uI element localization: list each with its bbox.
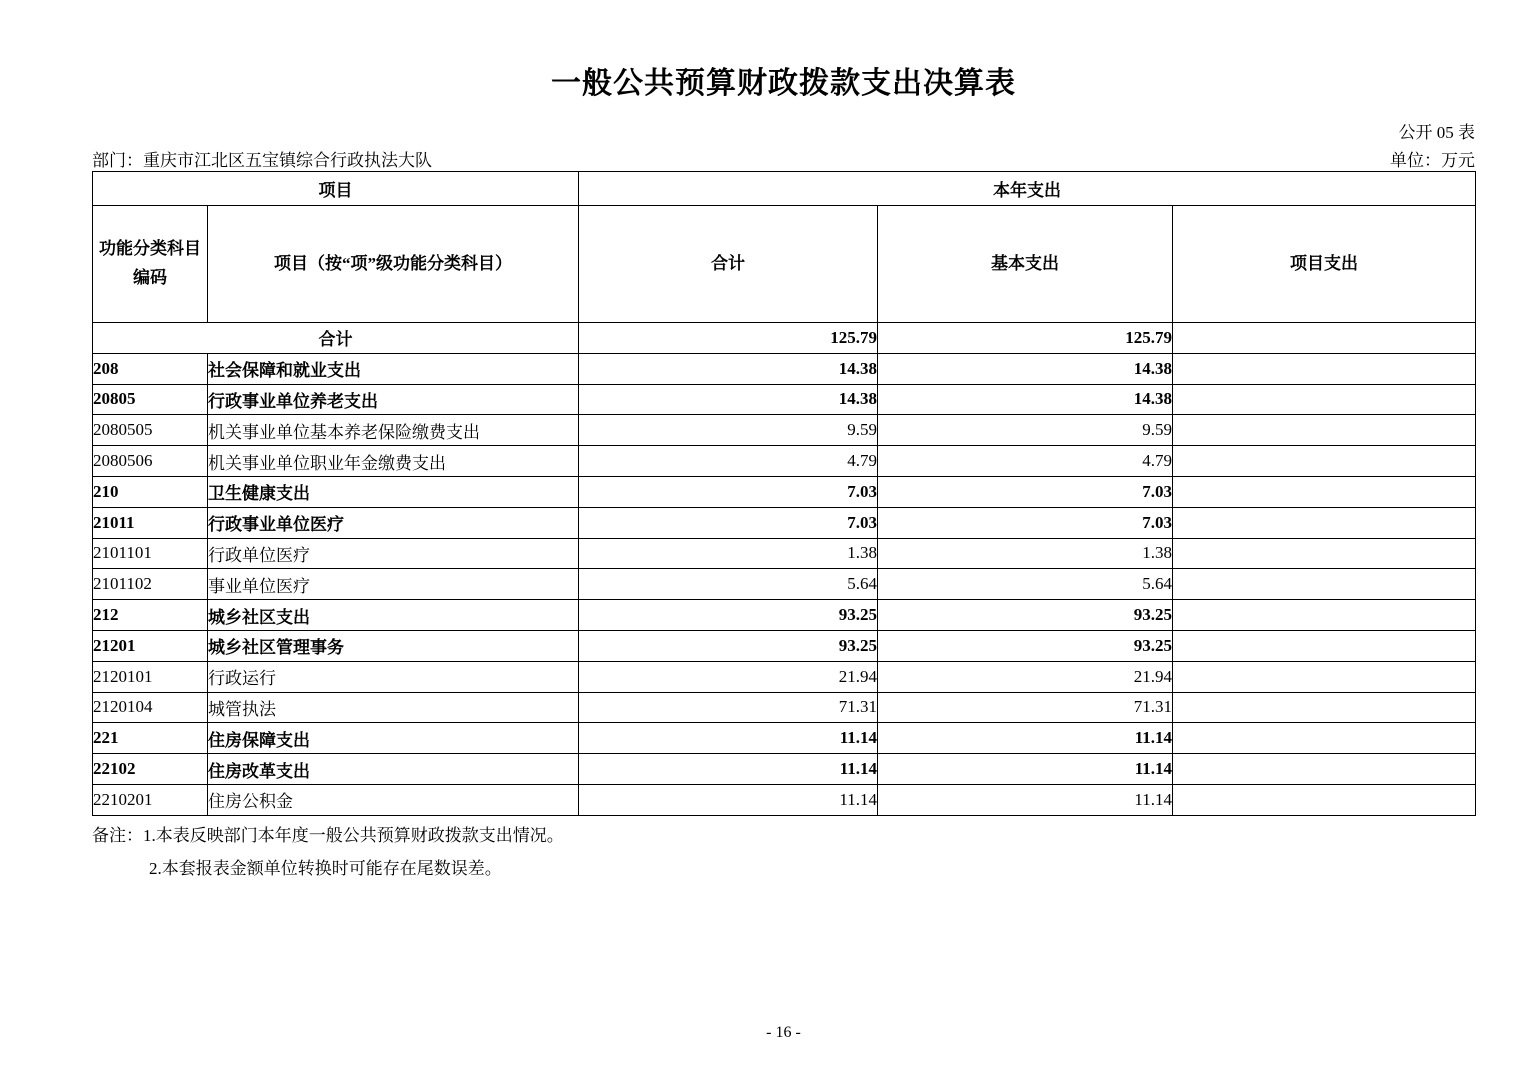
basic-expense-cell: 21.94 bbox=[878, 661, 1173, 692]
basic-expense-cell: 93.25 bbox=[878, 600, 1173, 631]
project-expense-cell bbox=[1173, 692, 1476, 723]
row-title-cell: 合计 bbox=[93, 323, 579, 354]
table-row bbox=[93, 784, 1476, 815]
total-cell: 9.59 bbox=[579, 415, 878, 446]
code-cell: 221 bbox=[93, 723, 208, 754]
total-cell: 93.25 bbox=[579, 600, 878, 631]
basic-expense-cell: 14.38 bbox=[878, 353, 1173, 384]
table-row bbox=[93, 661, 1476, 692]
code-cell: 2080505 bbox=[93, 415, 208, 446]
basic-expense-cell: 5.64 bbox=[878, 569, 1173, 600]
project-expense-cell bbox=[1173, 323, 1476, 354]
table-row bbox=[93, 323, 1476, 354]
project-expense-cell bbox=[1173, 476, 1476, 507]
unit-label: 单位：万元 bbox=[1390, 151, 1475, 170]
code-cell: 20805 bbox=[93, 384, 208, 415]
project-expense-cell bbox=[1173, 538, 1476, 569]
basic-expense-cell: 4.79 bbox=[878, 446, 1173, 477]
project-expense-cell bbox=[1173, 384, 1476, 415]
item-name-cell: 城管执法 bbox=[208, 692, 579, 723]
department-label: 部门：重庆市江北区五宝镇综合行政执法大队 bbox=[92, 151, 432, 170]
basic-expense-cell: 11.14 bbox=[878, 723, 1173, 754]
item-name-cell: 城乡社区支出 bbox=[208, 600, 579, 631]
item-name-cell: 行政单位医疗 bbox=[208, 538, 579, 569]
table-row bbox=[93, 630, 1476, 661]
table-row bbox=[93, 723, 1476, 754]
item-name-cell: 住房改革支出 bbox=[208, 754, 579, 785]
header-item-column: 项目（按“项”级功能分类科目） bbox=[208, 206, 579, 323]
header-total-column: 合计 bbox=[579, 206, 878, 323]
table-body bbox=[93, 323, 1476, 816]
project-expense-cell bbox=[1173, 630, 1476, 661]
code-cell: 212 bbox=[93, 600, 208, 631]
basic-expense-cell: 7.03 bbox=[878, 507, 1173, 538]
item-name-cell: 卫生健康支出 bbox=[208, 476, 579, 507]
table-row bbox=[93, 507, 1476, 538]
item-name-cell: 机关事业单位基本养老保险缴费支出 bbox=[208, 415, 579, 446]
item-name-cell: 住房保障支出 bbox=[208, 723, 579, 754]
code-cell: 210 bbox=[93, 476, 208, 507]
project-expense-cell bbox=[1173, 446, 1476, 477]
table-row bbox=[93, 476, 1476, 507]
header-code-column bbox=[93, 206, 208, 323]
total-cell: 11.14 bbox=[579, 784, 878, 815]
table-row bbox=[93, 353, 1476, 384]
table-row bbox=[93, 384, 1476, 415]
code-cell: 2101101 bbox=[93, 538, 208, 569]
total-cell: 7.03 bbox=[579, 476, 878, 507]
total-cell: 4.79 bbox=[579, 446, 878, 477]
code-cell: 2101102 bbox=[93, 569, 208, 600]
item-name-cell: 社会保障和就业支出 bbox=[208, 353, 579, 384]
item-name-cell: 行政运行 bbox=[208, 661, 579, 692]
table-row bbox=[93, 600, 1476, 631]
total-cell: 14.38 bbox=[579, 384, 878, 415]
total-cell: 11.14 bbox=[579, 754, 878, 785]
table-number: 公开 05 表 bbox=[1398, 123, 1475, 142]
total-cell: 14.38 bbox=[579, 353, 878, 384]
total-cell: 93.25 bbox=[579, 630, 878, 661]
table-row bbox=[93, 569, 1476, 600]
project-expense-cell bbox=[1173, 353, 1476, 384]
header-basic-column: 基本支出 bbox=[878, 206, 1173, 323]
total-cell: 1.38 bbox=[579, 538, 878, 569]
project-expense-cell bbox=[1173, 661, 1476, 692]
item-name-cell: 事业单位医疗 bbox=[208, 569, 579, 600]
code-cell: 2210201 bbox=[93, 784, 208, 815]
project-expense-cell bbox=[1173, 723, 1476, 754]
basic-expense-cell: 71.31 bbox=[878, 692, 1173, 723]
code-cell: 2120104 bbox=[93, 692, 208, 723]
total-cell: 125.79 bbox=[579, 323, 878, 354]
header-columns-row bbox=[93, 206, 1476, 323]
item-name-cell: 机关事业单位职业年金缴费支出 bbox=[208, 446, 579, 477]
notes-label: 备注： bbox=[92, 826, 143, 845]
item-name-cell: 行政事业单位养老支出 bbox=[208, 384, 579, 415]
total-cell: 11.14 bbox=[579, 723, 878, 754]
note-line-1 bbox=[92, 819, 1475, 852]
code-cell: 22102 bbox=[93, 754, 208, 785]
basic-expense-cell: 9.59 bbox=[878, 415, 1173, 446]
table-row bbox=[93, 754, 1476, 785]
code-cell: 208 bbox=[93, 353, 208, 384]
item-name-cell: 城乡社区管理事务 bbox=[208, 630, 579, 661]
header-project-column: 项目支出 bbox=[1173, 206, 1476, 323]
basic-expense-cell: 1.38 bbox=[878, 538, 1173, 569]
project-expense-cell bbox=[1173, 600, 1476, 631]
note-1-text: 1.本表反映部门本年度一般公共预算财政拨款支出情况。 bbox=[143, 826, 564, 845]
project-expense-cell bbox=[1173, 507, 1476, 538]
project-expense-cell bbox=[1173, 754, 1476, 785]
table-row bbox=[93, 446, 1476, 477]
note-line-2: 2.本套报表金额单位转换时可能存在尾数误差。 bbox=[149, 859, 502, 878]
basic-expense-cell: 11.14 bbox=[878, 784, 1173, 815]
notes-block bbox=[92, 819, 1475, 885]
page-title: 一般公共预算财政拨款支出决算表 bbox=[551, 67, 1016, 100]
table-row bbox=[93, 415, 1476, 446]
header-group-row bbox=[93, 172, 1476, 206]
header-group-current-year: 本年支出 bbox=[579, 172, 1476, 206]
item-name-cell: 行政事业单位医疗 bbox=[208, 507, 579, 538]
code-cell: 2080506 bbox=[93, 446, 208, 477]
item-name-cell: 住房公积金 bbox=[208, 784, 579, 815]
finance-table bbox=[92, 171, 1476, 816]
code-cell: 21011 bbox=[93, 507, 208, 538]
table-row bbox=[93, 538, 1476, 569]
basic-expense-cell: 7.03 bbox=[878, 476, 1173, 507]
table-row bbox=[93, 692, 1476, 723]
page-number: - 16 - bbox=[766, 1024, 801, 1041]
basic-expense-cell: 11.14 bbox=[878, 754, 1173, 785]
total-cell: 21.94 bbox=[579, 661, 878, 692]
code-cell: 2120101 bbox=[93, 661, 208, 692]
basic-expense-cell: 125.79 bbox=[878, 323, 1173, 354]
total-cell: 71.31 bbox=[579, 692, 878, 723]
header-group-item: 项目 bbox=[93, 172, 579, 206]
total-cell: 5.64 bbox=[579, 569, 878, 600]
project-expense-cell bbox=[1173, 569, 1476, 600]
basic-expense-cell: 14.38 bbox=[878, 384, 1173, 415]
header-code-line1: 功能分类科目 bbox=[99, 239, 201, 259]
project-expense-cell bbox=[1173, 415, 1476, 446]
header-code-line2: 编码 bbox=[133, 268, 167, 287]
total-cell: 7.03 bbox=[579, 507, 878, 538]
basic-expense-cell: 93.25 bbox=[878, 630, 1173, 661]
meta-row bbox=[92, 146, 1475, 171]
code-cell: 21201 bbox=[93, 630, 208, 661]
project-expense-cell bbox=[1173, 784, 1476, 815]
